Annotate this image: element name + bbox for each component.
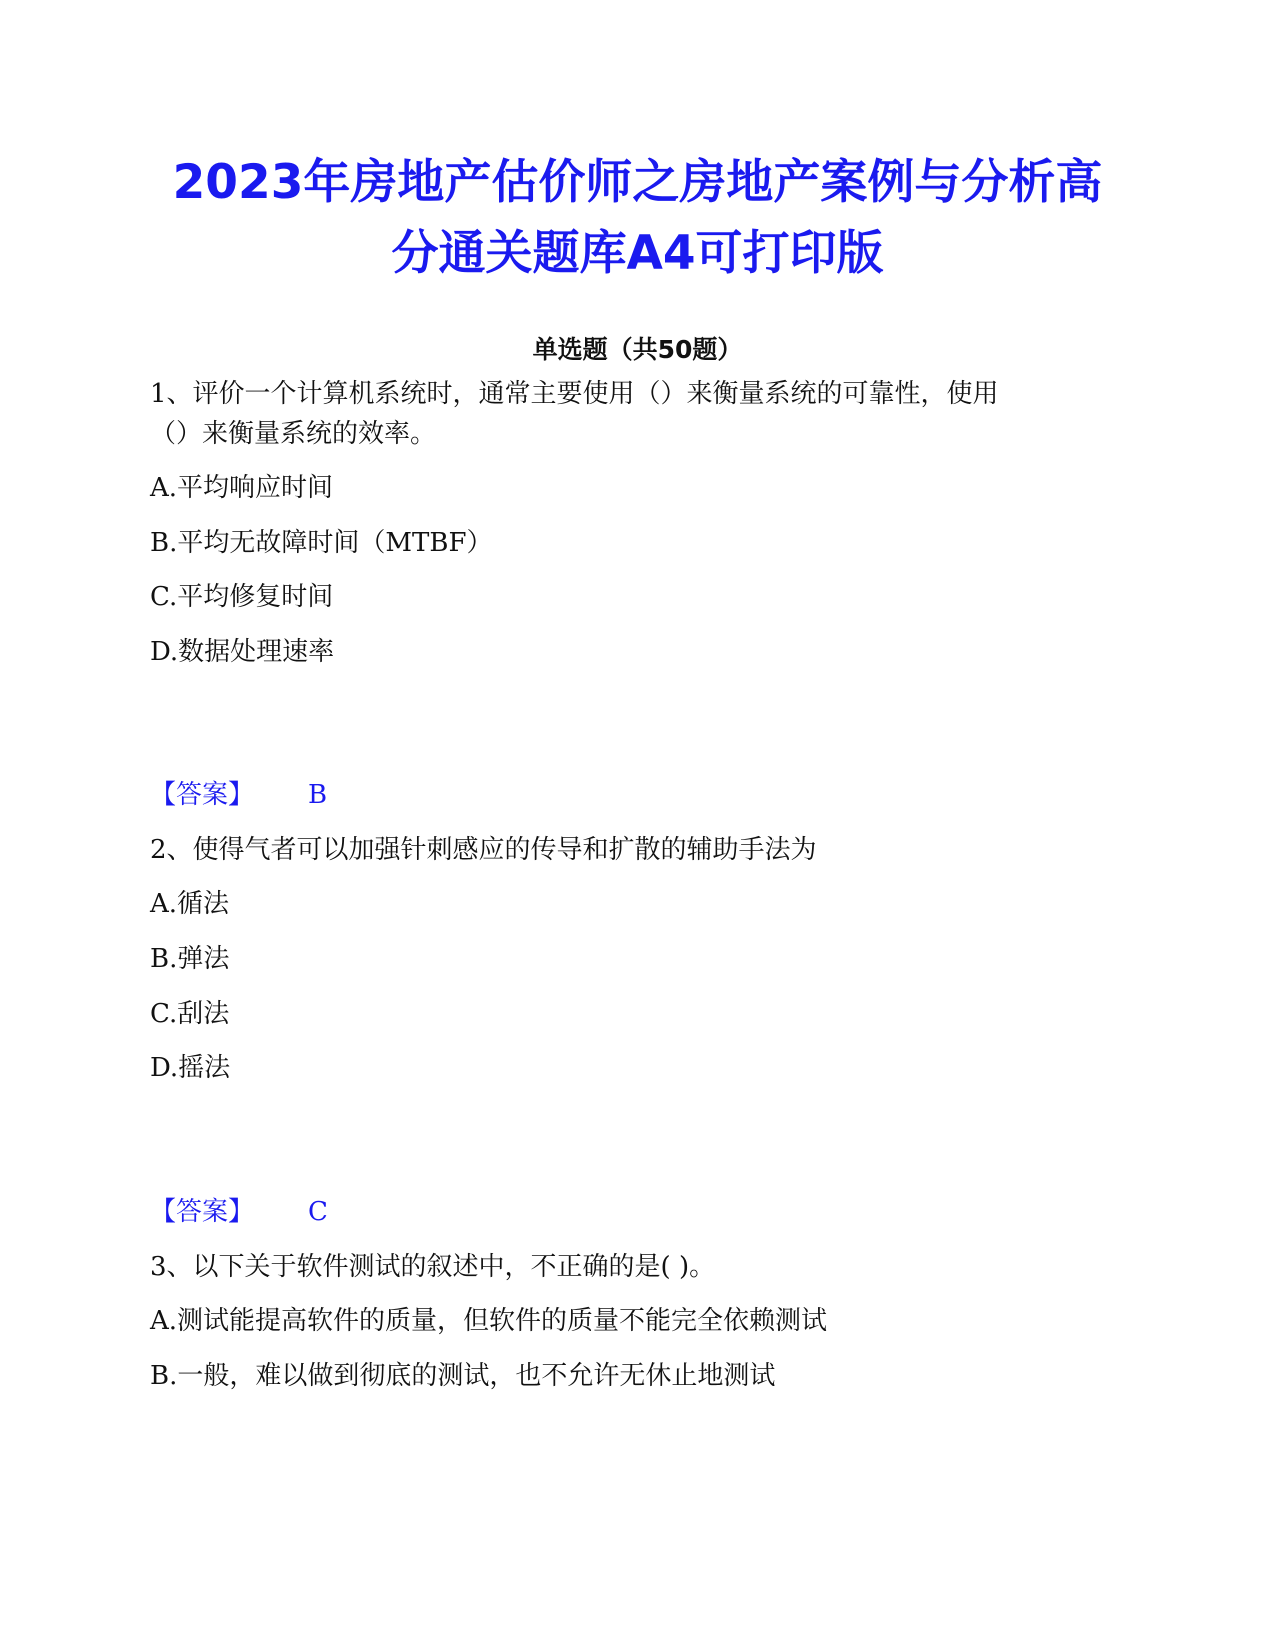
question-2-option-c: C.刮法	[150, 999, 230, 1029]
answer-value: B	[308, 780, 328, 810]
question-2-stem: 2、使得气者可以加强针刺感应的传导和扩散的辅助手法为	[150, 835, 817, 865]
question-1-option-a: A.平均响应时间	[150, 473, 334, 503]
answer-value: C	[308, 1197, 328, 1227]
question-1-option-d: D.数据处理速率	[150, 637, 335, 667]
question-1-stem-line-1: 1、评价一个计算机系统时，通常主要使用（）来衡量系统的可靠性，使用	[150, 379, 999, 409]
question-2-answer	[150, 1194, 328, 1230]
answer-label: 【答案】	[150, 780, 255, 810]
question-2-option-b: B.弹法	[150, 944, 230, 974]
question-1-answer	[150, 777, 328, 813]
document-title-line-1: 2023年房地产估价师之房地产案例与分析高	[172, 155, 1103, 210]
question-1-stem-line-2: （）来衡量系统的效率。	[150, 419, 437, 449]
question-3-stem: 3、以下关于软件测试的叙述中，不正确的是( )。	[150, 1252, 716, 1282]
question-1-option-b: B.平均无故障时间（MTBF）	[150, 528, 493, 558]
question-3-option-b: B.一般，难以做到彻底的测试，也不允许无休止地测试	[150, 1361, 776, 1391]
document-title-line-2: 分通关题库A4可打印版	[391, 226, 884, 281]
question-3-option-a: A.测试能提高软件的质量，但软件的质量不能完全依赖测试	[150, 1306, 828, 1336]
section-heading: 单选题（共50题）	[532, 335, 743, 364]
answer-label: 【答案】	[150, 1197, 255, 1227]
question-2-option-a: A.循法	[150, 889, 230, 919]
question-1-option-c: C.平均修复时间	[150, 582, 334, 612]
question-2-option-d: D.摇法	[150, 1053, 231, 1083]
